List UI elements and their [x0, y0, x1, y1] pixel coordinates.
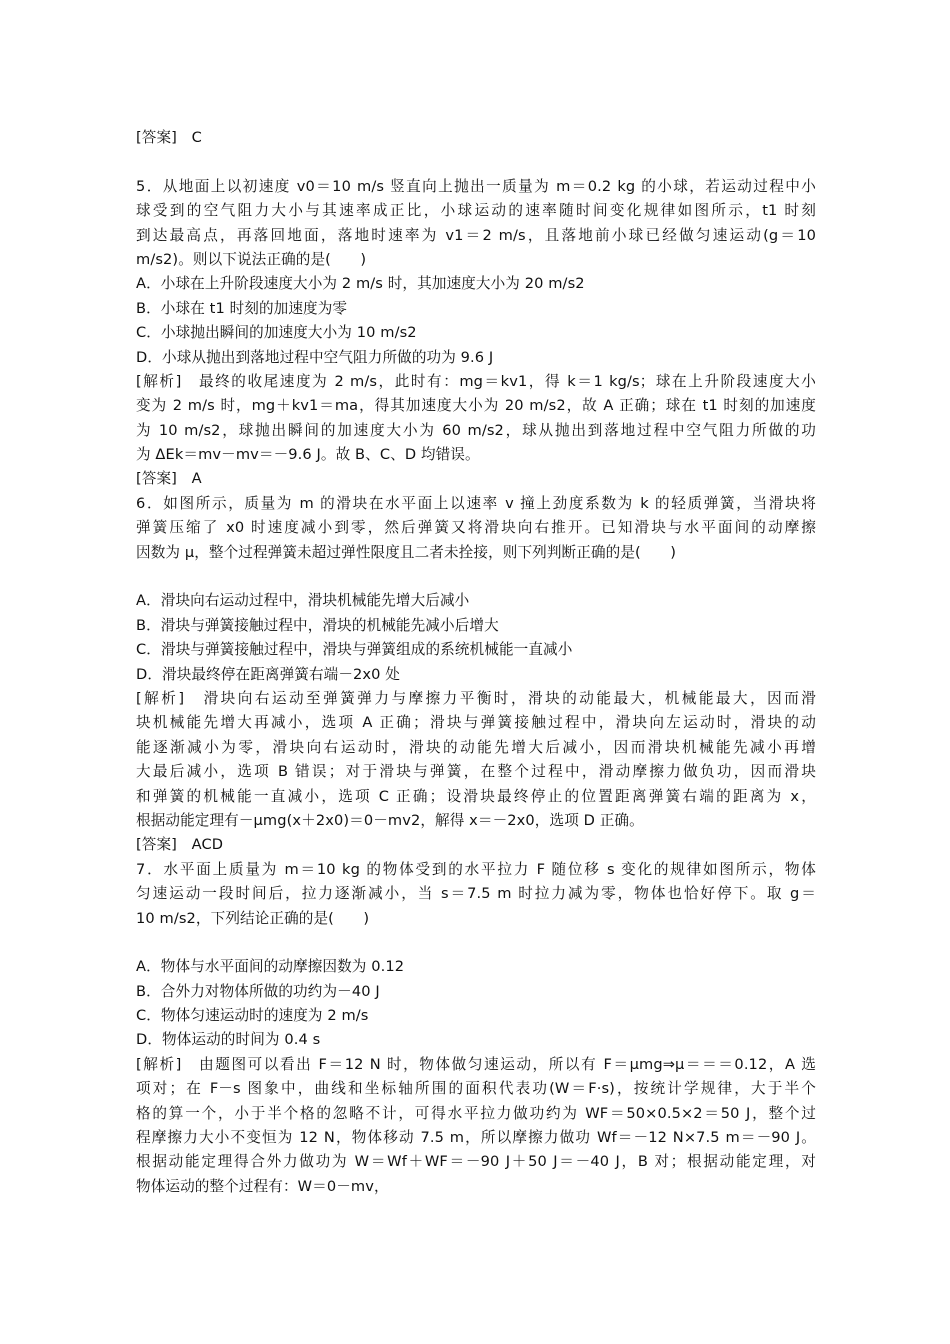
analysis-line: 块机械能先增大再减小，选项 A 正确；滑块与弹簧接触过程中，滑块向左运动时，滑块的动: [136, 714, 816, 732]
question-stem-line: 6．如图所示，质量为 m 的滑块在水平面上以速率 v 撞上劲度系数为 k 的轻质弹簧，当滑块将: [136, 494, 816, 512]
answer-line: [答案] ACD: [136, 836, 224, 854]
option-c: C．滑块与弹簧接触过程中，滑块与弹簧组成的系统机械能一直减小: [136, 641, 573, 659]
option-c: C．小球抛出瞬间的加速度大小为 10 m/s2: [136, 324, 417, 342]
option-d: D．滑块最终停在距离弹簧右端－2x0 处: [136, 665, 400, 683]
analysis-line: 为 10 m/s2，球抛出瞬间的加速度大小为 60 m/s2，球从抛出到落地过程中空气阻力所做的功: [136, 421, 816, 439]
figure-placeholder: [136, 931, 816, 955]
analysis-line: [解析] 滑块向右运动至弹簧弹力与摩擦力平衡时，滑块的动能最大，机械能最大，因而滑: [136, 689, 816, 707]
option-b: B．小球在 t1 时刻的加速度为零: [136, 299, 348, 317]
question-stem-line: 球受到的空气阻力大小与其速率成正比，小球运动的速率随时间变化规律如图所示，t1 时刻: [136, 202, 816, 220]
analysis-line: 为 ΔEk＝mv－mv＝－9.6 J。故 B、C、D 均错误。: [136, 446, 480, 464]
question-7: [136, 858, 816, 1199]
option-b: B．合外力对物体所做的功约为－40 J: [136, 982, 380, 1000]
figure-placeholder: [136, 565, 816, 589]
analysis-line: 根据动能定理有－μmg(x＋2x0)＝0－mv2，解得 x＝－2x0，选项 D 正确。: [136, 811, 644, 829]
analysis-line: [解析] 由题图可以看出 F＝12 N 时，物体做匀速运动，所以有 F＝μmg⇒μ＝＝＝0.12，A 选: [136, 1055, 816, 1073]
spacer: [136, 150, 816, 174]
question-stem-line: 弹簧压缩了 x0 时速度减小到零，然后弹簧又将滑块向右推开。已知滑块与水平面间的动摩擦: [136, 519, 816, 537]
analysis-line: 和弹簧的机械能一直减小，选项 C 正确；设滑块最终停止的位置距离弹簧右端的距离为 x，: [136, 787, 816, 805]
analysis-line: 变为 2 m/s 时，mg＋kv1＝ma，得其加速度大小为 20 m/s2，故 A 正确；球在 t1 时刻的加速度: [136, 397, 816, 415]
question-stem-line: 5．从地面上以初速度 v0＝10 m/s 竖直向上抛出一质量为 m＝0.2 kg 的小球，若运动过程中小: [136, 177, 816, 195]
question-stem-line: 匀速运动一段时间后，拉力逐渐减小，当 s＝7.5 m 时拉力减为零，物体也恰好停下。取 g＝: [136, 885, 816, 903]
option-b: B．滑块与弹簧接触过程中，滑块的机械能先减小后增大: [136, 616, 499, 634]
document-page: [136, 126, 816, 1199]
analysis-line: 根据动能定理得合外力做功为 W＝Wf＋WF＝－90 J＋50 J＝－40 J，B 对；根据动能定理，对: [136, 1153, 816, 1171]
question-stem-line: 到达最高点，再落回地面，落地时速率为 v1＝2 m/s，且落地前小球已经做匀速运动(g＝10: [136, 226, 816, 244]
question-stem-line: 因数为 μ，整个过程弹簧未超过弹性限度且二者未拴接，则下列判断正确的是( ): [136, 543, 676, 561]
question-stem-line: m/s2)。则以下说法正确的是( ): [136, 250, 367, 268]
answer-line: [答案] A: [136, 470, 202, 488]
question-stem-line: 7．水平面上质量为 m＝10 kg 的物体受到的水平拉力 F 随位移 s 变化的规律如图所示，物体: [136, 860, 816, 878]
option-a: A．滑块向右运动过程中，滑块机械能先增大后减小: [136, 592, 470, 610]
option-d: D．物体运动的时间为 0.4 s: [136, 1031, 321, 1049]
analysis-line: 程摩擦力大小不变恒为 12 N，物体移动 7.5 m，所以摩擦力做功 Wf＝－12 N×7.5 m＝－90 J。: [136, 1129, 816, 1147]
analysis-line: 格的算一个，小于半个格的忽略不计，可得水平拉力做功约为 WF＝50×0.5×2＝50 J，整个过: [136, 1104, 816, 1122]
question-6: [136, 492, 816, 858]
analysis-line: [解析] 最终的收尾速度为 2 m/s，此时有：mg＝kv1，得 k＝1 kg/s；球在上升阶段速度大小: [136, 372, 816, 390]
option-c: C．物体匀速运动时的速度为 2 m/s: [136, 1007, 369, 1025]
option-d: D．小球从抛出到落地过程中空气阻力所做的功为 9.6 J: [136, 348, 494, 366]
previous-answer: [答案] C: [136, 129, 202, 146]
analysis-line: 物体运动的整个过程有：W＝0－mv，: [136, 1177, 389, 1195]
question-5: [136, 175, 816, 492]
analysis-line: 能逐渐减小为零，滑块向右运动时，滑块的动能先增大后减小，因而滑块机械能先减小再增: [136, 738, 816, 756]
analysis-line: 项对；在 F－s 图象中，曲线和坐标轴所围的面积代表功(W＝F·s)，按统计学规律，大于半个: [136, 1080, 816, 1098]
option-a: A．小球在上升阶段速度大小为 2 m/s 时，其加速度大小为 20 m/s2: [136, 275, 585, 293]
analysis-line: 大最后减小，选项 B 错误；对于滑块与弹簧，在整个过程中，滑动摩擦力做负功，因而滑块: [136, 763, 816, 781]
question-stem-line: 10 m/s2，下列结论正确的是( ): [136, 909, 370, 927]
option-a: A．物体与水平面间的动摩擦因数为 0.12: [136, 958, 405, 976]
